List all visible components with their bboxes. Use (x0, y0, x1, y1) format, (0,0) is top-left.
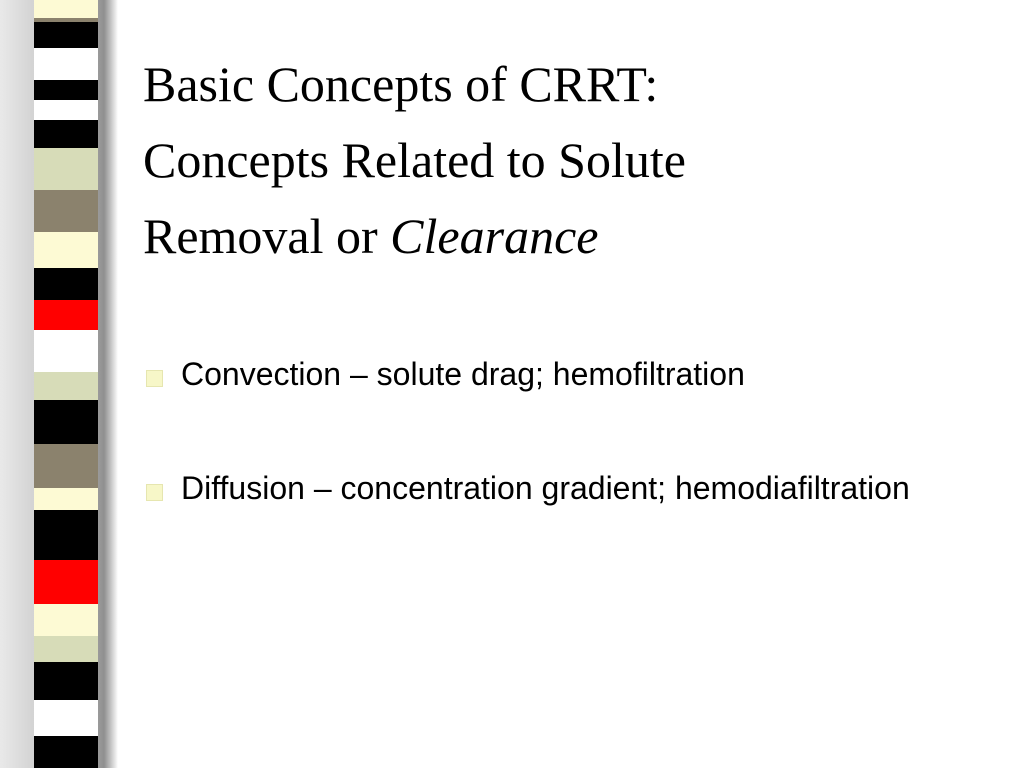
stripe-segment (34, 22, 98, 48)
bullet-list (145, 352, 975, 580)
stripe-segment (34, 148, 98, 190)
stripe-segment (34, 510, 98, 560)
bullet-item-diffusion (145, 466, 975, 510)
stripe-segment (34, 372, 98, 400)
stripe-segment (34, 268, 98, 300)
stripe-segment (34, 488, 98, 510)
stripe-segment (34, 736, 98, 768)
square-bullet-icon (146, 370, 163, 387)
stripe-segment (34, 300, 98, 330)
stripe-segment (34, 560, 98, 604)
decorative-stripe-bar (34, 0, 98, 768)
bullet-item-convection (145, 352, 975, 396)
stripe-segment (34, 604, 98, 636)
stripe-segment (34, 190, 98, 232)
stripe-segment (34, 636, 98, 662)
square-bullet-icon (146, 484, 163, 501)
stripe-segment (34, 700, 98, 736)
stripe-segment (34, 100, 98, 120)
stripe-segment (34, 80, 98, 100)
title-emphasis: Clearance (390, 208, 599, 264)
bullet-text: Convection – solute drag; hemofiltration (181, 356, 745, 392)
title-line-1: Basic Concepts of CRRT: (143, 56, 659, 112)
slide-title (143, 46, 983, 274)
stripe-segment (34, 444, 98, 488)
stripe-segment (34, 400, 98, 444)
title-line-2: Concepts Related to Solute (143, 132, 686, 188)
title-line-3 (143, 198, 983, 274)
stripe-segment (34, 330, 98, 372)
stripe-segment (34, 0, 98, 18)
stripe-segment (34, 662, 98, 700)
stripe-segment (34, 120, 98, 148)
stripe-segment (34, 48, 98, 80)
stripe-segment (34, 232, 98, 268)
title-line-3-prefix: Removal or (143, 208, 391, 264)
bullet-text: Diffusion – concentration gradient; hemodiafiltration (181, 470, 910, 506)
